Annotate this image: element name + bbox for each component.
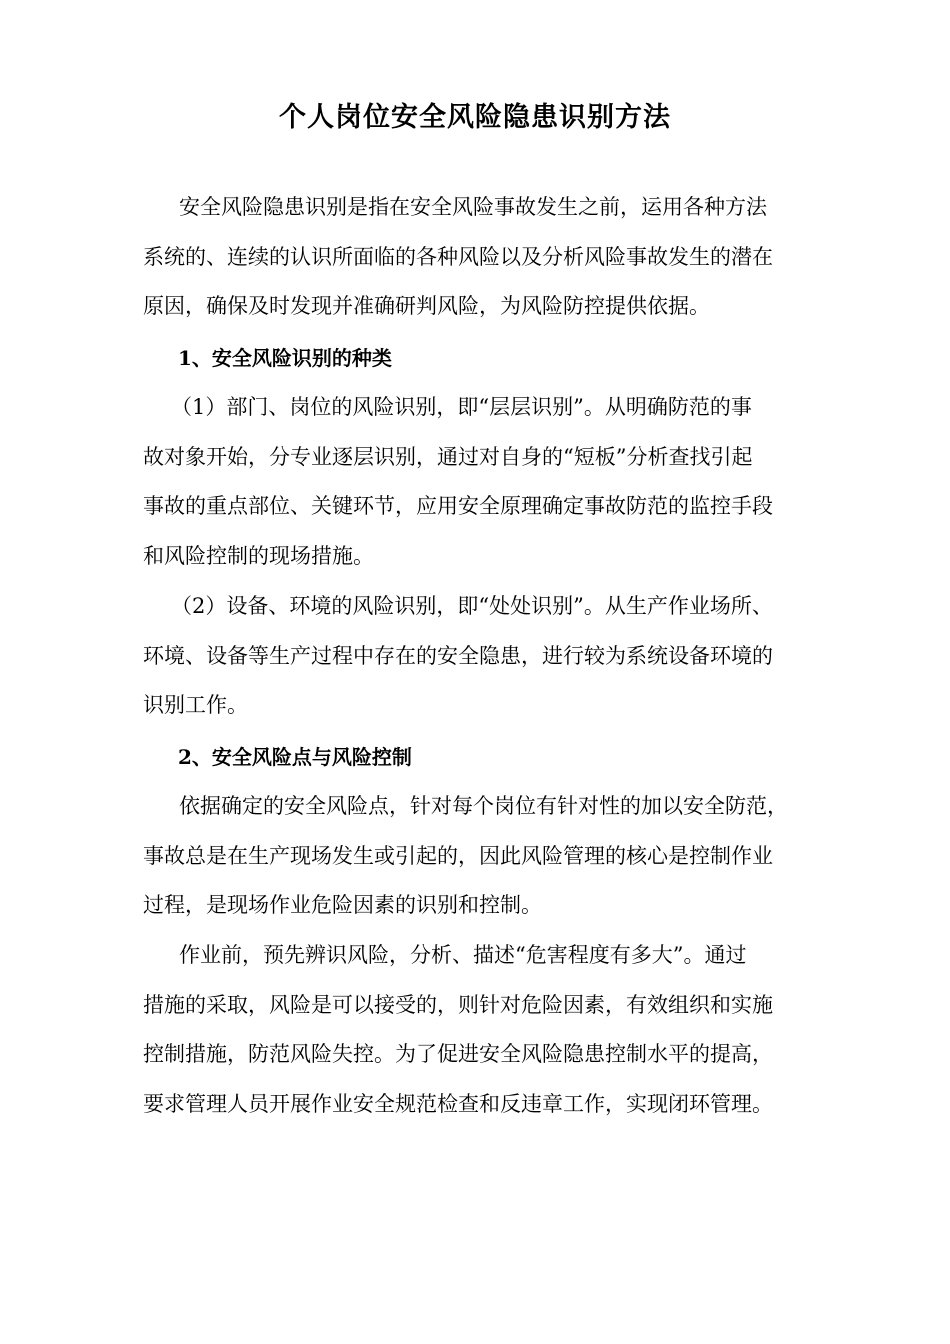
item1-line: 故对象开始，分专业逐层识别，通过对自身的“短板”分析查找引起	[143, 444, 753, 469]
section2-para2-line: 作业前，预先辨识风险，分析、描述“危害程度有多大”。通过	[179, 943, 747, 967]
item2-line: 环境、设备等生产过程中存在的安全隐患，进行较为系统设备环境的	[143, 643, 773, 668]
intro-paragraph	[143, 183, 818, 332]
intro-line: 安全风险隐患识别是指在安全风险事故发生之前，运用各种方法	[179, 195, 767, 219]
item1-line: 和风险控制的现场措施。	[143, 543, 374, 568]
section2-para2-line: 要求管理人员开展作业安全规范检查和反违章工作，实现闭环管理。	[143, 1091, 773, 1116]
intro-line: 系统的、连续的认识所面临的各种风险以及分析风险事故发生的潜在	[143, 244, 773, 269]
item2-line: 识别工作。	[143, 693, 248, 717]
section2-para1-line: 事故总是在生产现场发生或引起的，因此风险管理的核心是控制作业	[143, 843, 773, 868]
section1-item1-paragraph	[143, 383, 818, 581]
section1-heading: 1、安全风险识别的种类	[178, 346, 392, 370]
section2-para2-line: 措施的采取，风险是可以接受的，则针对危险因素，有效组织和实施	[143, 992, 773, 1017]
section2-paragraph2	[143, 931, 818, 1129]
section2-para1-line: 依据确定的安全风险点，针对每个岗位有针对性的加以安全防范，	[179, 794, 788, 818]
item1-line: （1）部门、岗位的风险识别，即“层层识别”。从明确防范的事	[171, 395, 752, 419]
item1-line: 事故的重点部位、关键环节，应用安全原理确定事故防范的监控手段	[143, 494, 773, 518]
section2-para2-line: 控制措施，防范风险失控。为了促进安全风险隐患控制水平的提高，	[143, 1042, 773, 1066]
section2-paragraph1	[143, 782, 818, 931]
section2-heading: 2、安全风险点与风险控制	[178, 745, 412, 769]
document-title: 个人岗位安全风险隐患识别方法	[279, 102, 671, 133]
item2-line: （2）设备、环境的风险识别，即“处处识别”。从生产作业场所、	[171, 594, 773, 618]
section2-para1-line: 过程，是现场作业危险因素的识别和控制。	[143, 893, 542, 917]
section1-item2-paragraph	[143, 582, 818, 731]
intro-line: 原因，确保及时发现并准确研判风险，为风险防控提供依据。	[143, 294, 710, 318]
